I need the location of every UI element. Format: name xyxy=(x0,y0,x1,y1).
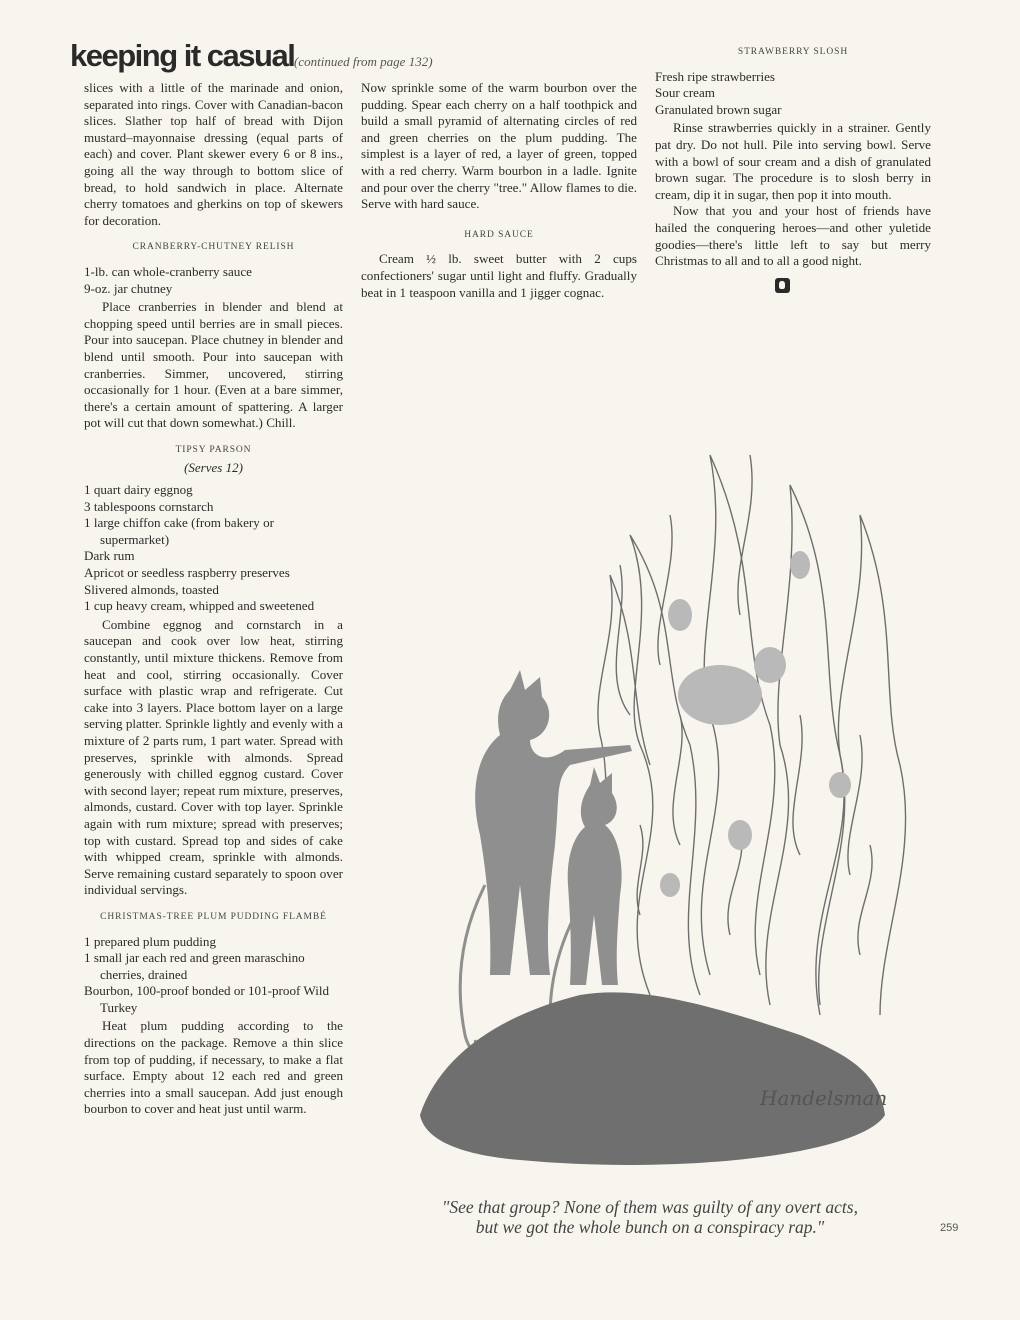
ingredient-item: 1 quart dairy eggnog xyxy=(84,482,193,498)
rabbit-logo-icon xyxy=(775,278,790,293)
ingredient-item: 1 cup heavy cream, whipped and sweetened xyxy=(84,598,315,614)
rocky-ledge xyxy=(420,992,888,1165)
plum-ingredient-list xyxy=(84,934,343,1017)
cranberry-method: Place cranberries in blender and blend at chopping speed until berries are in small pieces. Pour into saucepan. Place chutney in blender and blend until smooth. Pour into saucepan with cranberries. Simmer, uncovered, stirring occasionally for 1 hour. (Even at a bare simmer, there's a certain amount of spattering. A larger pot will cut that down somewhat.) Chill. xyxy=(84,299,343,431)
plum-method-continued: Now sprinkle some of the warm bourbon over the pudding. Spear each cherry on a half toothpick and build a small pyramid of alternating circles of red and green cherries on the plum pudding. The simplest is a layer of red, a layer of green, topped with a red cherry. Warm bourbon in a ladle. Ignite and pour over the cherry "tree." Allow flames to die. Serve with hard sauce. xyxy=(361,80,637,212)
page-number: 259 xyxy=(940,1222,959,1234)
ingredient-item: Sour cream xyxy=(655,85,715,101)
hard-sauce-method: Cream ½ lb. sweet butter with 2 cups confectioners' sugar until light and fluffy. Gradually beat in 1 teaspoon vanilla and 1 jigger cognac. xyxy=(361,251,637,300)
ingredient-item: Bourbon, 100-proof bonded or 101-proof Wild Turkey xyxy=(84,983,330,1015)
tipsy-ingredient-list xyxy=(84,482,343,615)
strawberry-slosh-heading: STRAWBERRY SLOSH xyxy=(737,47,849,57)
ingredient-item: 9-oz. jar chutney xyxy=(84,280,173,296)
column-3 xyxy=(655,44,931,297)
intro-paragraph: slices with a little of the marinade and onion, separated into rings. Cover with Canadian-bacon slices. Slather top half of bread with Dijon mustard–mayonnaise dressing (equal parts of each) and cover. Plant skewer every 6 or 8 ins., going all the way through to bottom slice of bread, to hold sandwich in place. Alternate cherry tomatoes and gherkins on top of skewers for decoration. xyxy=(84,80,343,228)
artist-signature: Handelsman xyxy=(760,1086,888,1110)
cartoon-illustration xyxy=(380,415,940,1215)
tipsy-parson-serves: (Serves 12) xyxy=(184,460,243,476)
ingredient-item: Dark rum xyxy=(84,548,135,564)
closing-paragraph: Now that you and your host of friends have hailed the conquering heroes—and other yuletide goodies—there's little left to say but merry Christmas to all and to all a good night. xyxy=(655,203,931,269)
hard-sauce-heading: HARD SAUCE xyxy=(464,229,534,240)
slosh-method: Rinse strawberries quickly in a strainer. Gently pat dry. Do not hull. Pile into serving bowl. Serve with a bowl of sour cream and a dish of granulated brown sugar. The procedure is to slosh berry in cream, dip it in sugar, then pop it into mouth. xyxy=(655,120,931,202)
ingredient-item: 1 small jar each red and green maraschino cherries, drained xyxy=(84,950,305,982)
column-2 xyxy=(361,80,637,301)
ingredient-item: Granulated brown sugar xyxy=(655,101,782,117)
slosh-ingredient-list xyxy=(655,69,931,119)
ingredient-item: 1 prepared plum pudding xyxy=(84,933,216,949)
ingredient-item: Fresh ripe strawberries xyxy=(655,68,775,84)
ingredient-item: 1 large chiffon cake (from bakery or supermarket) xyxy=(84,515,275,547)
continued-note: (continued from page 132) xyxy=(294,54,433,69)
cranberry-relish-heading: CRANBERRY-CHUTNEY RELISH xyxy=(132,242,295,253)
plum-method: Heat plum pudding according to the directions on the package. Remove a thin slice from top of pudding, if necessary, to make a flat surface. Empty about 12 each red and green cherries into a small saucepan. Add just enough bourbon to cover and heat just until warm. xyxy=(84,1018,343,1117)
ingredient-item: 1-lb. can whole-cranberry sauce xyxy=(84,263,252,279)
cartoon-caption: "See that group? None of them was guilty of any overt acts, but we got the whole bunch on a conspiracy rap." xyxy=(442,1197,858,1237)
ingredient-item: Apricot or seedless raspberry preserves xyxy=(84,565,290,581)
flames xyxy=(598,455,906,1015)
souls-in-flames xyxy=(660,551,851,897)
ingredient-item: 3 tablespoons cornstarch xyxy=(84,498,214,514)
ingredient-item: Slivered almonds, toasted xyxy=(84,581,219,597)
tipsy-method: Combine eggnog and cornstarch in a saucepan and cook over low heat, stirring constantly, until mixture thickens. Remove from heat and cool, stirring occasionally. Cover surface with plastic wrap and refrigerate. Cut cake into 3 layers. Place bottom layer on a large serving platter. Sprinkle lightly and evenly with a mixture of 2 parts rum, 1 part water. Spread with preserves, sprinkle with almonds. Spread generously with chilled eggnog custard. Cover with second layer; repeat rum mixture, preserves, almonds, custard. Cover with top layer. Sprinkle again with rum mixture; spread with preserves; top with custard. Spread top and sides of cake with whipped cream, sprinkle with almonds. Serve remaining custard separately to spoon over individual servings. xyxy=(84,616,343,898)
column-1 xyxy=(84,80,343,1118)
section-title: keeping it casual xyxy=(70,38,295,73)
tipsy-parson-heading: TIPSY PARSON xyxy=(175,444,252,455)
cranberry-ingredient-list xyxy=(84,264,343,297)
plum-pudding-heading: CHRISTMAS-TREE PLUM PUDDING FLAMBÉ xyxy=(100,911,327,922)
